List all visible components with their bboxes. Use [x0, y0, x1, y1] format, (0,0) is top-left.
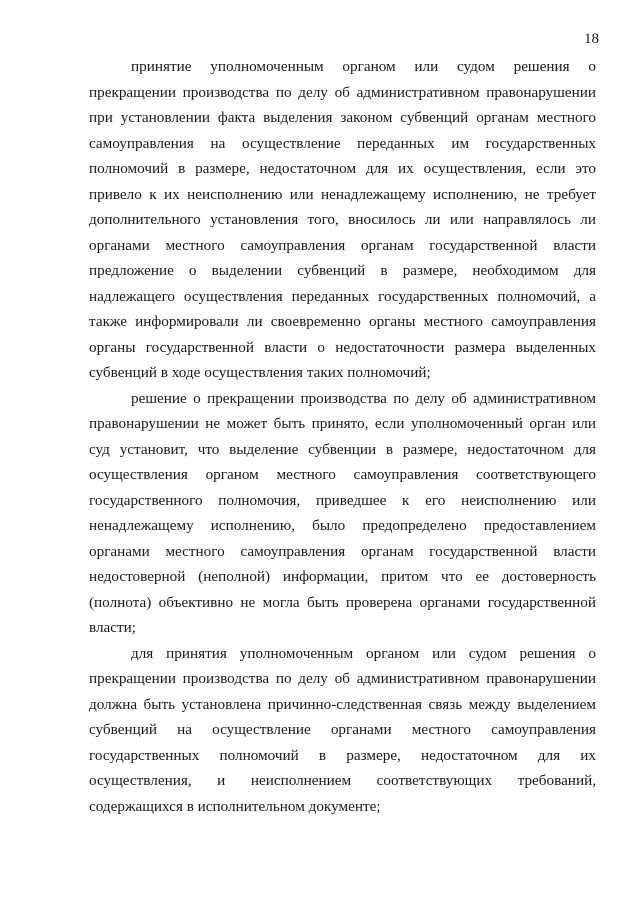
paragraph-termination-decision: принятие уполномоченным органом или судом решения о прекращении производства по делу об административном правонарушении при установлении факта выделения законом субвенций органам местного самоуправления на осуществление переданных им государственных полномочий в размере, недостаточном для их осуществления, если это привело к их неисполнению или ненадлежащему исполнению, не требует дополнительного установления того, вносилось ли или направлялось ли органами местного самоуправления органам государственной власти предложение о выделении субвенций в размере, необходимом для надлежащего осуществления переданных государственных полномочий, а также информировали ли своевременно органы местного самоуправления органы государственной власти о недостаточности размера выделенных субвенций в ходе осуществления таких полномочий;: [89, 58, 596, 381]
document-body: [89, 54, 596, 819]
paragraph-decision-not-possible: решение о прекращении производства по делу об административном правонарушении не может быть принято, если уполномоченный орган или суд установит, что выделение субвенции в размере, недостаточном для осуществления органом местного самоуправления соответствующего государственного полномочия, приведшее к его неисполнению или ненадлежащему исполнению, было предопределено предоставлением органами местного самоуправления органам государственной власти недостоверной (неполной) информации, притом что ее достоверность (полнота) объективно не могла быть проверена органами государственной власти;: [89, 389, 596, 636]
paragraph-causal-link: для принятия уполномоченным органом или судом решения о прекращении производства по делу об административном правонарушении должна быть установлена причинно-следственная связь между выделением субвенций на осуществление органами местного самоуправления государственных полномочий в размере, недостаточном для их осуществления, и неисполнением соответствующих требований, содержащихся в исполнительном документе;: [89, 644, 596, 815]
page-number: 18: [584, 31, 599, 47]
